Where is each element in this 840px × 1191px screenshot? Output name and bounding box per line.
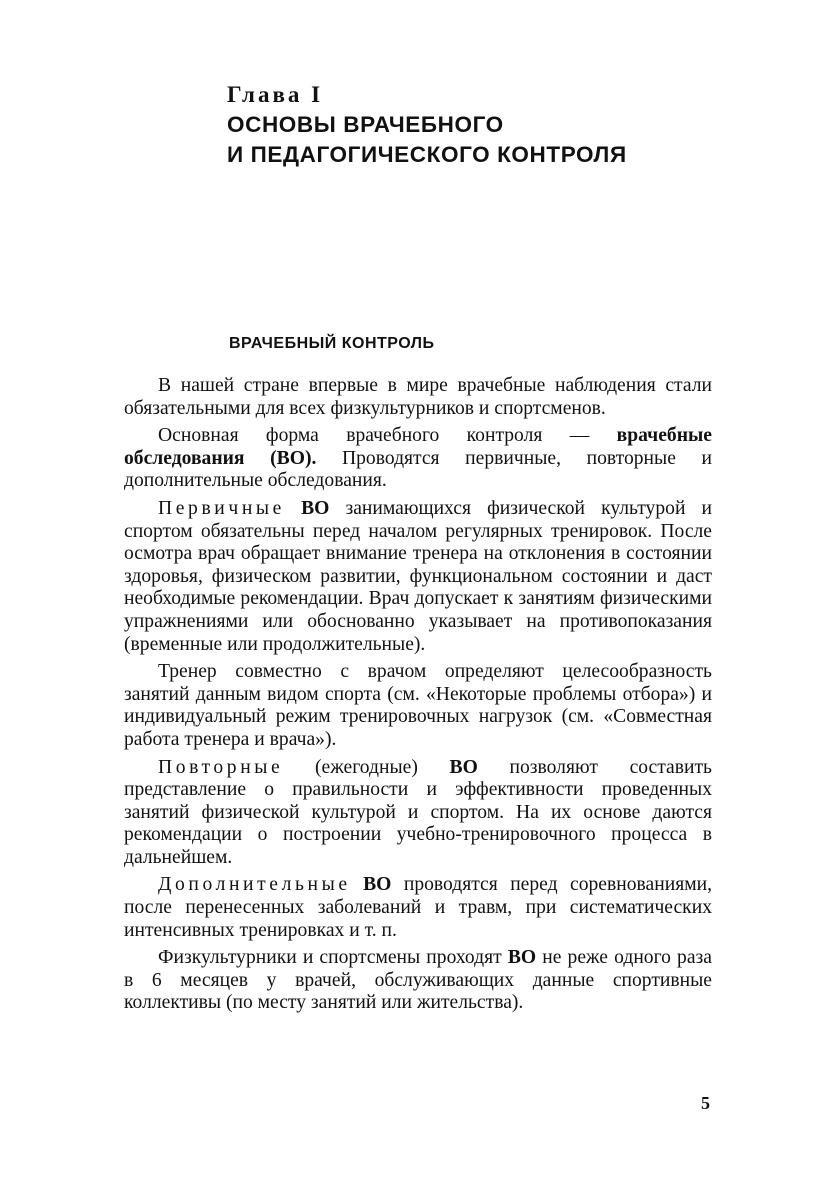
paragraph-3-end: занимающихся физической культурой и спортом обязательны перед началом регулярных тренировок. После осмотра врач обращает внимание тренера на отклонения в состоянии здоровья, физическом развитии, функциональном состоянии и даст необходимые рекомендации. Врач допускает к занятиям физическими упражнениями или обоснованно указывает на противопоказания (временные или продолжительные). — [124, 497, 712, 655]
paragraph-6-abbr: ВО — [363, 874, 392, 896]
paragraph-6 — [124, 874, 712, 942]
chapter-title-line-2: И ПЕДАГОГИЧЕСКОГО КОНТРОЛЯ — [227, 142, 627, 167]
paragraph-6-spaced-term: Дополнительные — [158, 874, 351, 896]
chapter-label: Глава I — [227, 82, 324, 107]
paragraph-7-end: не реже одного раза в 6 месяцев у врачей, обслуживающих данные спортивные коллективы (по месту занятий или жительства). — [124, 947, 712, 1014]
paragraph-7 — [124, 947, 712, 1015]
paragraph-2-end: Проводятся первичные, повторные и дополнительные обследования. — [124, 447, 712, 492]
paragraph-2-term: врачебные обследования (ВО). — [124, 425, 712, 469]
paragraph-5-abbr: ВО — [449, 756, 478, 778]
paragraph-5-spaced-term: Повторные — [158, 756, 284, 778]
chapter-header — [227, 80, 747, 170]
page-number: 5 — [701, 1093, 710, 1113]
section-heading: ВРАЧЕБНЫЙ КОНТРОЛЬ — [229, 335, 435, 352]
paragraph-1: В нашей стране впервые в мире врачебные наблюдения стали обязательными для всех физкультурников и спортсменов. — [124, 375, 712, 419]
paragraph-2 — [124, 425, 712, 493]
paragraph-2-start: Основная форма врачебного контроля — — [158, 425, 617, 447]
paragraph-5-end: позволяют составить представление о правильности и эффективности проведенных занятий физической культурой и спортом. На их основе даются рекомендации о построении учебно-тренировочного процесса в дальнейшем. — [124, 756, 712, 868]
paragraph-4: Тренер совместно с врачом определяют целесообразность занятий данным видом спорта (см. «Некоторые проблемы отбора») и индивидуальный режим тренировочных нагрузок (см. «Совместная работа тренера и врача»). — [124, 661, 712, 750]
paragraph-5 — [124, 757, 712, 870]
chapter-title-line-1: ОСНОВЫ ВРАЧЕБНОГО — [227, 112, 504, 137]
paragraph-7-start: Физкультурники и спортсмены проходят — [158, 947, 508, 969]
paragraph-3-spaced-term: Первичные — [158, 497, 285, 519]
paragraph-7-abbr: ВО — [507, 947, 537, 969]
paragraph-3 — [124, 498, 712, 656]
paragraph-6-end: проводятся перед соревнованиями, после перенесенных заболеваний и травм, при систематических интенсивных тренировках и т. п. — [124, 874, 712, 941]
paragraph-3-abbr: ВО — [301, 497, 330, 519]
paragraph-5-mid: (ежегодные) — [283, 756, 450, 778]
body-text — [124, 375, 712, 1020]
